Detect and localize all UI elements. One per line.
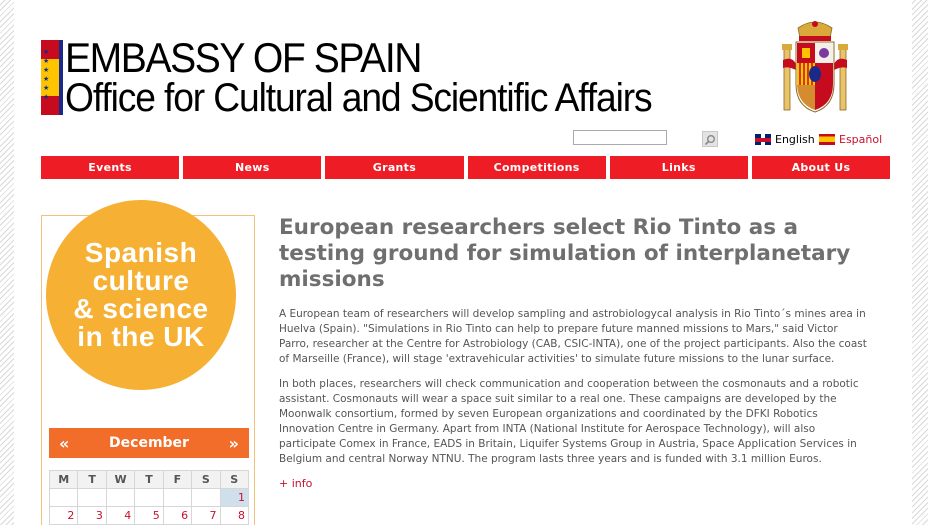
language-spanish-link[interactable]	[819, 133, 882, 146]
nav-events[interactable]: Events	[41, 156, 179, 179]
calendar-day	[106, 489, 134, 507]
calendar-next-button[interactable]: »	[228, 433, 239, 453]
calendar-grid	[49, 470, 249, 525]
calendar-week	[50, 489, 249, 507]
site-title[interactable]: EMBASSY OF SPAIN	[65, 34, 422, 81]
weekday-label: F	[163, 471, 191, 489]
nav-competitions[interactable]: Competitions	[468, 156, 606, 179]
calendar-day[interactable]: 8	[220, 507, 248, 525]
article-paragraph: In both places, researchers will check communication and cooperation between the cosmonauts and a robotic assistant. Cosmonauts will wear a space suit similar to a real one. These campaigns are developed by the Moonwalk consortium, formed by seven European organizations and coordinated by the DFKI Robotics Innovation Centre in Germany. Apart from INTA (National Institute for Aerospace Technology), will also participate Comex in France, EADS in Britain, Liquifer Systems Group in Austria, Space Application Services in Belgium and central Norway NTNU. The program lasts three years and is funded with 3.1 million Euros.	[279, 378, 859, 465]
spain-flag-icon	[819, 134, 835, 145]
language-english-label: English	[775, 133, 815, 146]
calendar-header	[49, 428, 249, 458]
calendar-day	[78, 489, 106, 507]
calendar-day-today[interactable]: 1	[220, 489, 248, 507]
weekday-label: S	[220, 471, 248, 489]
weekday-label: T	[135, 471, 163, 489]
calendar-month: December	[109, 435, 189, 451]
article-title: European researchers select Rio Tinto as a testing ground for simulation of interplanetary missions	[279, 215, 851, 292]
spain-flag-stripe	[41, 40, 63, 115]
search-icon	[703, 133, 717, 147]
coat-of-arms-icon	[780, 18, 850, 118]
sidebar	[41, 215, 255, 525]
calendar-day[interactable]: 5	[135, 507, 163, 525]
calendar-day	[50, 489, 78, 507]
page	[14, 0, 912, 525]
weekday-label: W	[106, 471, 134, 489]
calendar-day[interactable]: 7	[192, 507, 220, 525]
calendar-day[interactable]: 2	[50, 507, 78, 525]
calendar-day[interactable]: 6	[163, 507, 191, 525]
calendar-day	[192, 489, 220, 507]
uk-flag-icon	[755, 134, 771, 145]
promo-line: culture	[92, 265, 190, 296]
weekday-label: T	[78, 471, 106, 489]
article	[279, 215, 869, 491]
language-spanish-label: Español	[839, 133, 883, 146]
language-english-link[interactable]	[755, 133, 815, 146]
main-nav	[41, 156, 890, 179]
search-input[interactable]	[573, 130, 667, 145]
calendar-day[interactable]: 4	[106, 507, 134, 525]
nav-about-us[interactable]: About Us	[752, 156, 890, 179]
promo-banner[interactable]	[46, 200, 236, 390]
more-info-link[interactable]: + info	[279, 477, 313, 490]
weekday-label: S	[192, 471, 220, 489]
site-subtitle[interactable]: Office for Cultural and Scientific Affairs	[65, 76, 652, 120]
promo-line: & science	[73, 293, 209, 324]
calendar-day[interactable]: 3	[78, 507, 106, 525]
calendar-prev-button[interactable]: «	[59, 433, 70, 453]
calendar-day	[163, 489, 191, 507]
nav-news[interactable]: News	[183, 156, 321, 179]
article-paragraph: A European team of researchers will develop sampling and astrobiologycal analysis in Rio Tinto´s mines area in Huelva (Spain). "Simulations in Rio Tinto can help to prepare future manned missions to Mars," said Victor Parro, researcher at the Centre for Astrobiology (CAB, CSIC-INTA), one of the project participants. Also the coast of Marseille (France), will stage 'extravehicular activities' to simulate future missions to the lunar surface.	[279, 308, 867, 365]
promo-line: Spanish	[84, 237, 198, 268]
search-button[interactable]	[702, 131, 718, 147]
nav-grants[interactable]: Grants	[325, 156, 463, 179]
weekday-label: M	[50, 471, 78, 489]
calendar-week	[50, 507, 249, 525]
eu-stars-icon: ★ ★ ★ ★ ★ ★	[43, 48, 50, 101]
calendar-weekday-row	[50, 471, 249, 489]
promo-line: in the UK	[77, 321, 205, 352]
nav-links[interactable]: Links	[610, 156, 748, 179]
calendar-day	[135, 489, 163, 507]
